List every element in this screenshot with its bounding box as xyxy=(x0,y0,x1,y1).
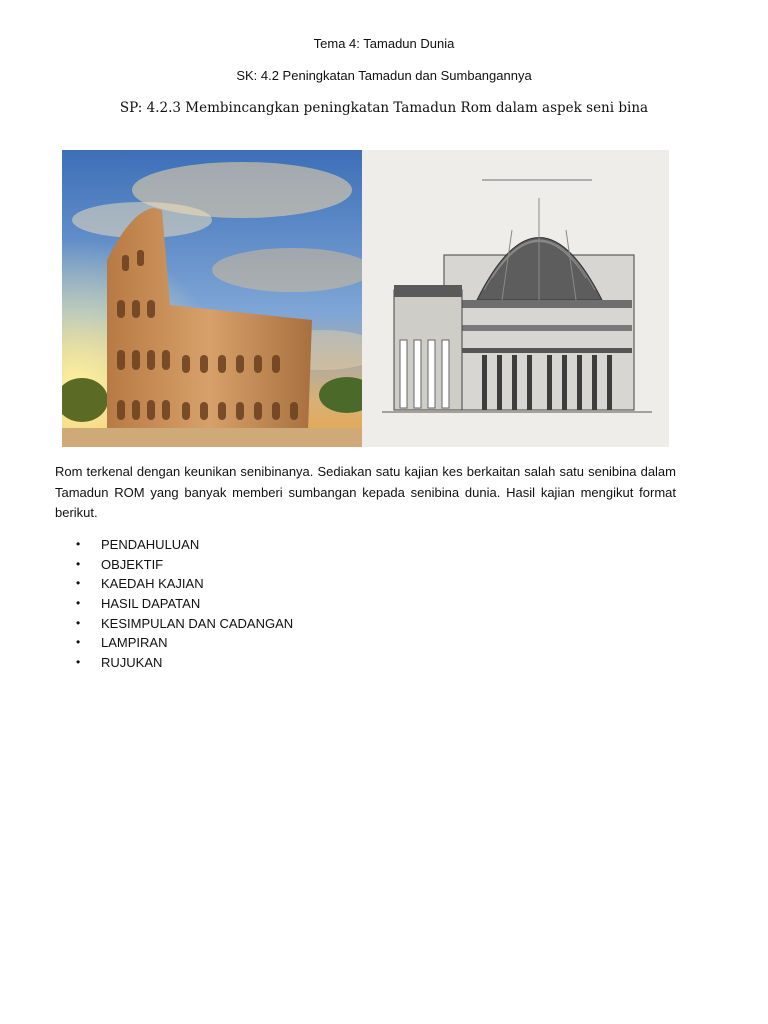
architecture-figure xyxy=(62,150,669,447)
list-item xyxy=(0,653,768,673)
sk-heading: SK: 4.2 Peningkatan Tamadun dan Sumbangannya xyxy=(236,68,532,83)
bullet-icon: • xyxy=(76,615,81,630)
list-item-label: KESIMPULAN DAN CADANGAN xyxy=(101,615,294,631)
list-item xyxy=(0,535,768,555)
list-item xyxy=(0,594,768,614)
list-item-label: LAMPIRAN xyxy=(101,635,168,651)
list-item-label: OBJEKTIF xyxy=(101,556,164,572)
colosseum-photo xyxy=(62,150,362,447)
list-item xyxy=(0,574,768,594)
bullet-icon: • xyxy=(76,596,81,611)
tema-heading: Tema 4: Tamadun Dunia xyxy=(313,36,455,51)
list-item-label: KAEDAH KAJIAN xyxy=(101,576,204,592)
instruction-paragraph: Rom terkenal dengan keunikan senibinanya. Sediakan satu kajian kes berkaitan salah satu senibina dalam Tamadun ROM yang banyak memberi sumbangan kepada senibina dunia. Hasil kajian mengikut format berikut. xyxy=(55,464,676,520)
list-item xyxy=(0,555,768,575)
bullet-icon: • xyxy=(76,537,81,551)
pantheon-section-drawing xyxy=(362,150,669,447)
list-item-label: RUJUKAN xyxy=(101,655,163,671)
bullet-icon: • xyxy=(76,576,81,591)
list-item-label: HASIL DAPATAN xyxy=(101,596,201,612)
sp-heading: SP: 4.2.3 Membincangkan peningkatan Tamadun Rom dalam aspek seni bina xyxy=(119,100,649,116)
bullet-icon: • xyxy=(76,655,81,670)
report-format-list xyxy=(0,535,768,673)
list-item-label: PENDAHULUAN xyxy=(101,537,200,552)
bullet-icon: • xyxy=(76,635,81,650)
bullet-icon: • xyxy=(76,556,81,571)
list-item xyxy=(0,614,768,634)
list-item xyxy=(0,633,768,653)
